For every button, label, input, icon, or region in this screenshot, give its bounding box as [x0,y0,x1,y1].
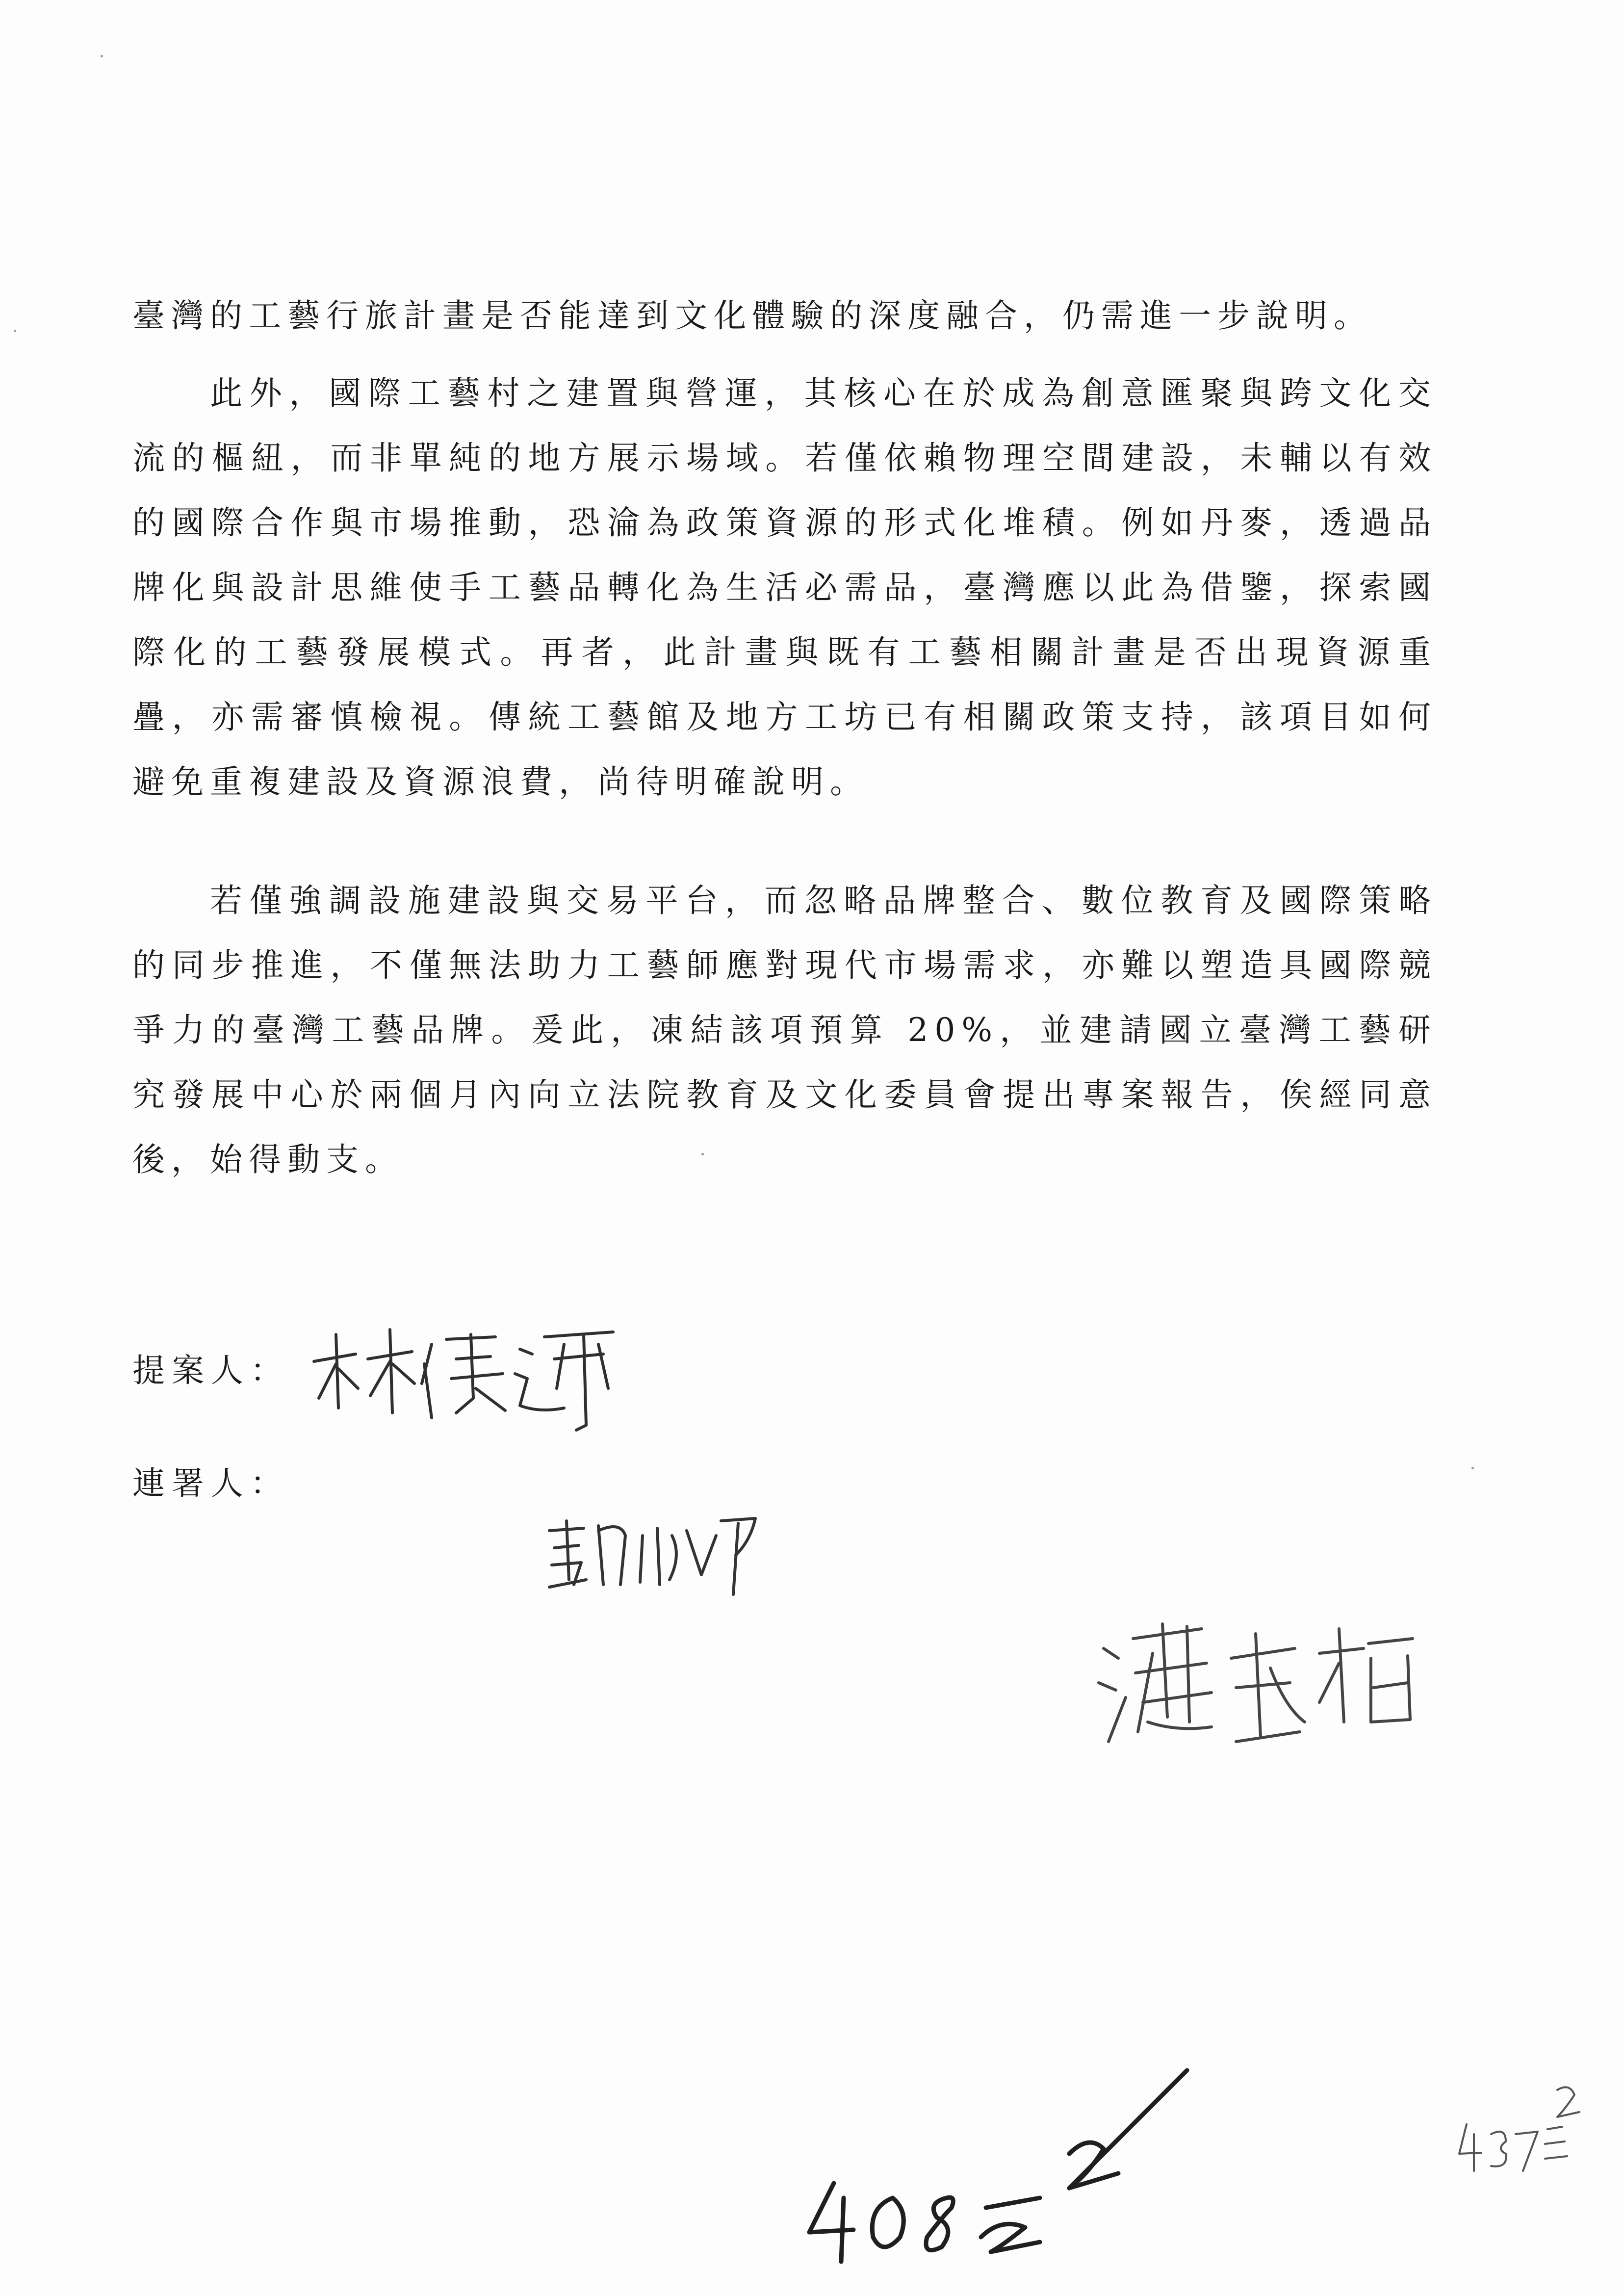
proposer-label: 提案人： [132,1352,289,1389]
cosigner-signature-1 [540,1501,765,1599]
scan-speck [701,1153,704,1155]
handwritten-page-number-408 [795,2051,1197,2267]
proposer-signature [309,1315,633,1433]
cosigner-signature-2 [1089,1609,1422,1756]
paragraph-2: 此外，國際工藝村之建置與營運，其核心在於成為創意匯聚與跨文化交流的樞紐，而非單純的地方展示場域。若僅依賴物理空間建設，未輔以有效的國際合作與市場推動，恐淪為政策資源的形式化堆積。例如丹麥，透過品牌化與設計思維使手工藝品轉化為生活必需品，臺灣應以此為借鑒，探索國際化的工藝發展模式。再者，此計畫與既有工藝相關計畫是否出現資源重疊，亦需審慎檢視。傳統工藝館及地方工坊已有相關政策支持，該項目如何避免重複建設及資源浪費，尚待明確說明。 [132,374,1437,801]
paragraph-1: 臺灣的工藝行旅計畫是否能達到文化體驗的深度融合，仍需進一步說明。 [132,297,1372,335]
scan-speck [14,330,16,332]
scan-speck [101,55,103,57]
scan-speck [1471,1467,1474,1469]
paragraph-3: 若僅強調設施建設與交易平台，而忽略品牌整合、數位教育及國際策略的同步推進，不僅無法助力工藝師應對現代市場需求，亦難以塑造具國際競爭力的臺灣工藝品牌。爰此，凍結該項預算 20%，並建請國立臺灣工藝研究發展中心於兩個月內向立法院教育及文化委員會提出專案報告，俟經同意後，始得動支。 [132,882,1437,1178]
handwritten-page-number-437 [1452,2080,1599,2178]
cosigner-label: 連署人： [132,1464,289,1502]
